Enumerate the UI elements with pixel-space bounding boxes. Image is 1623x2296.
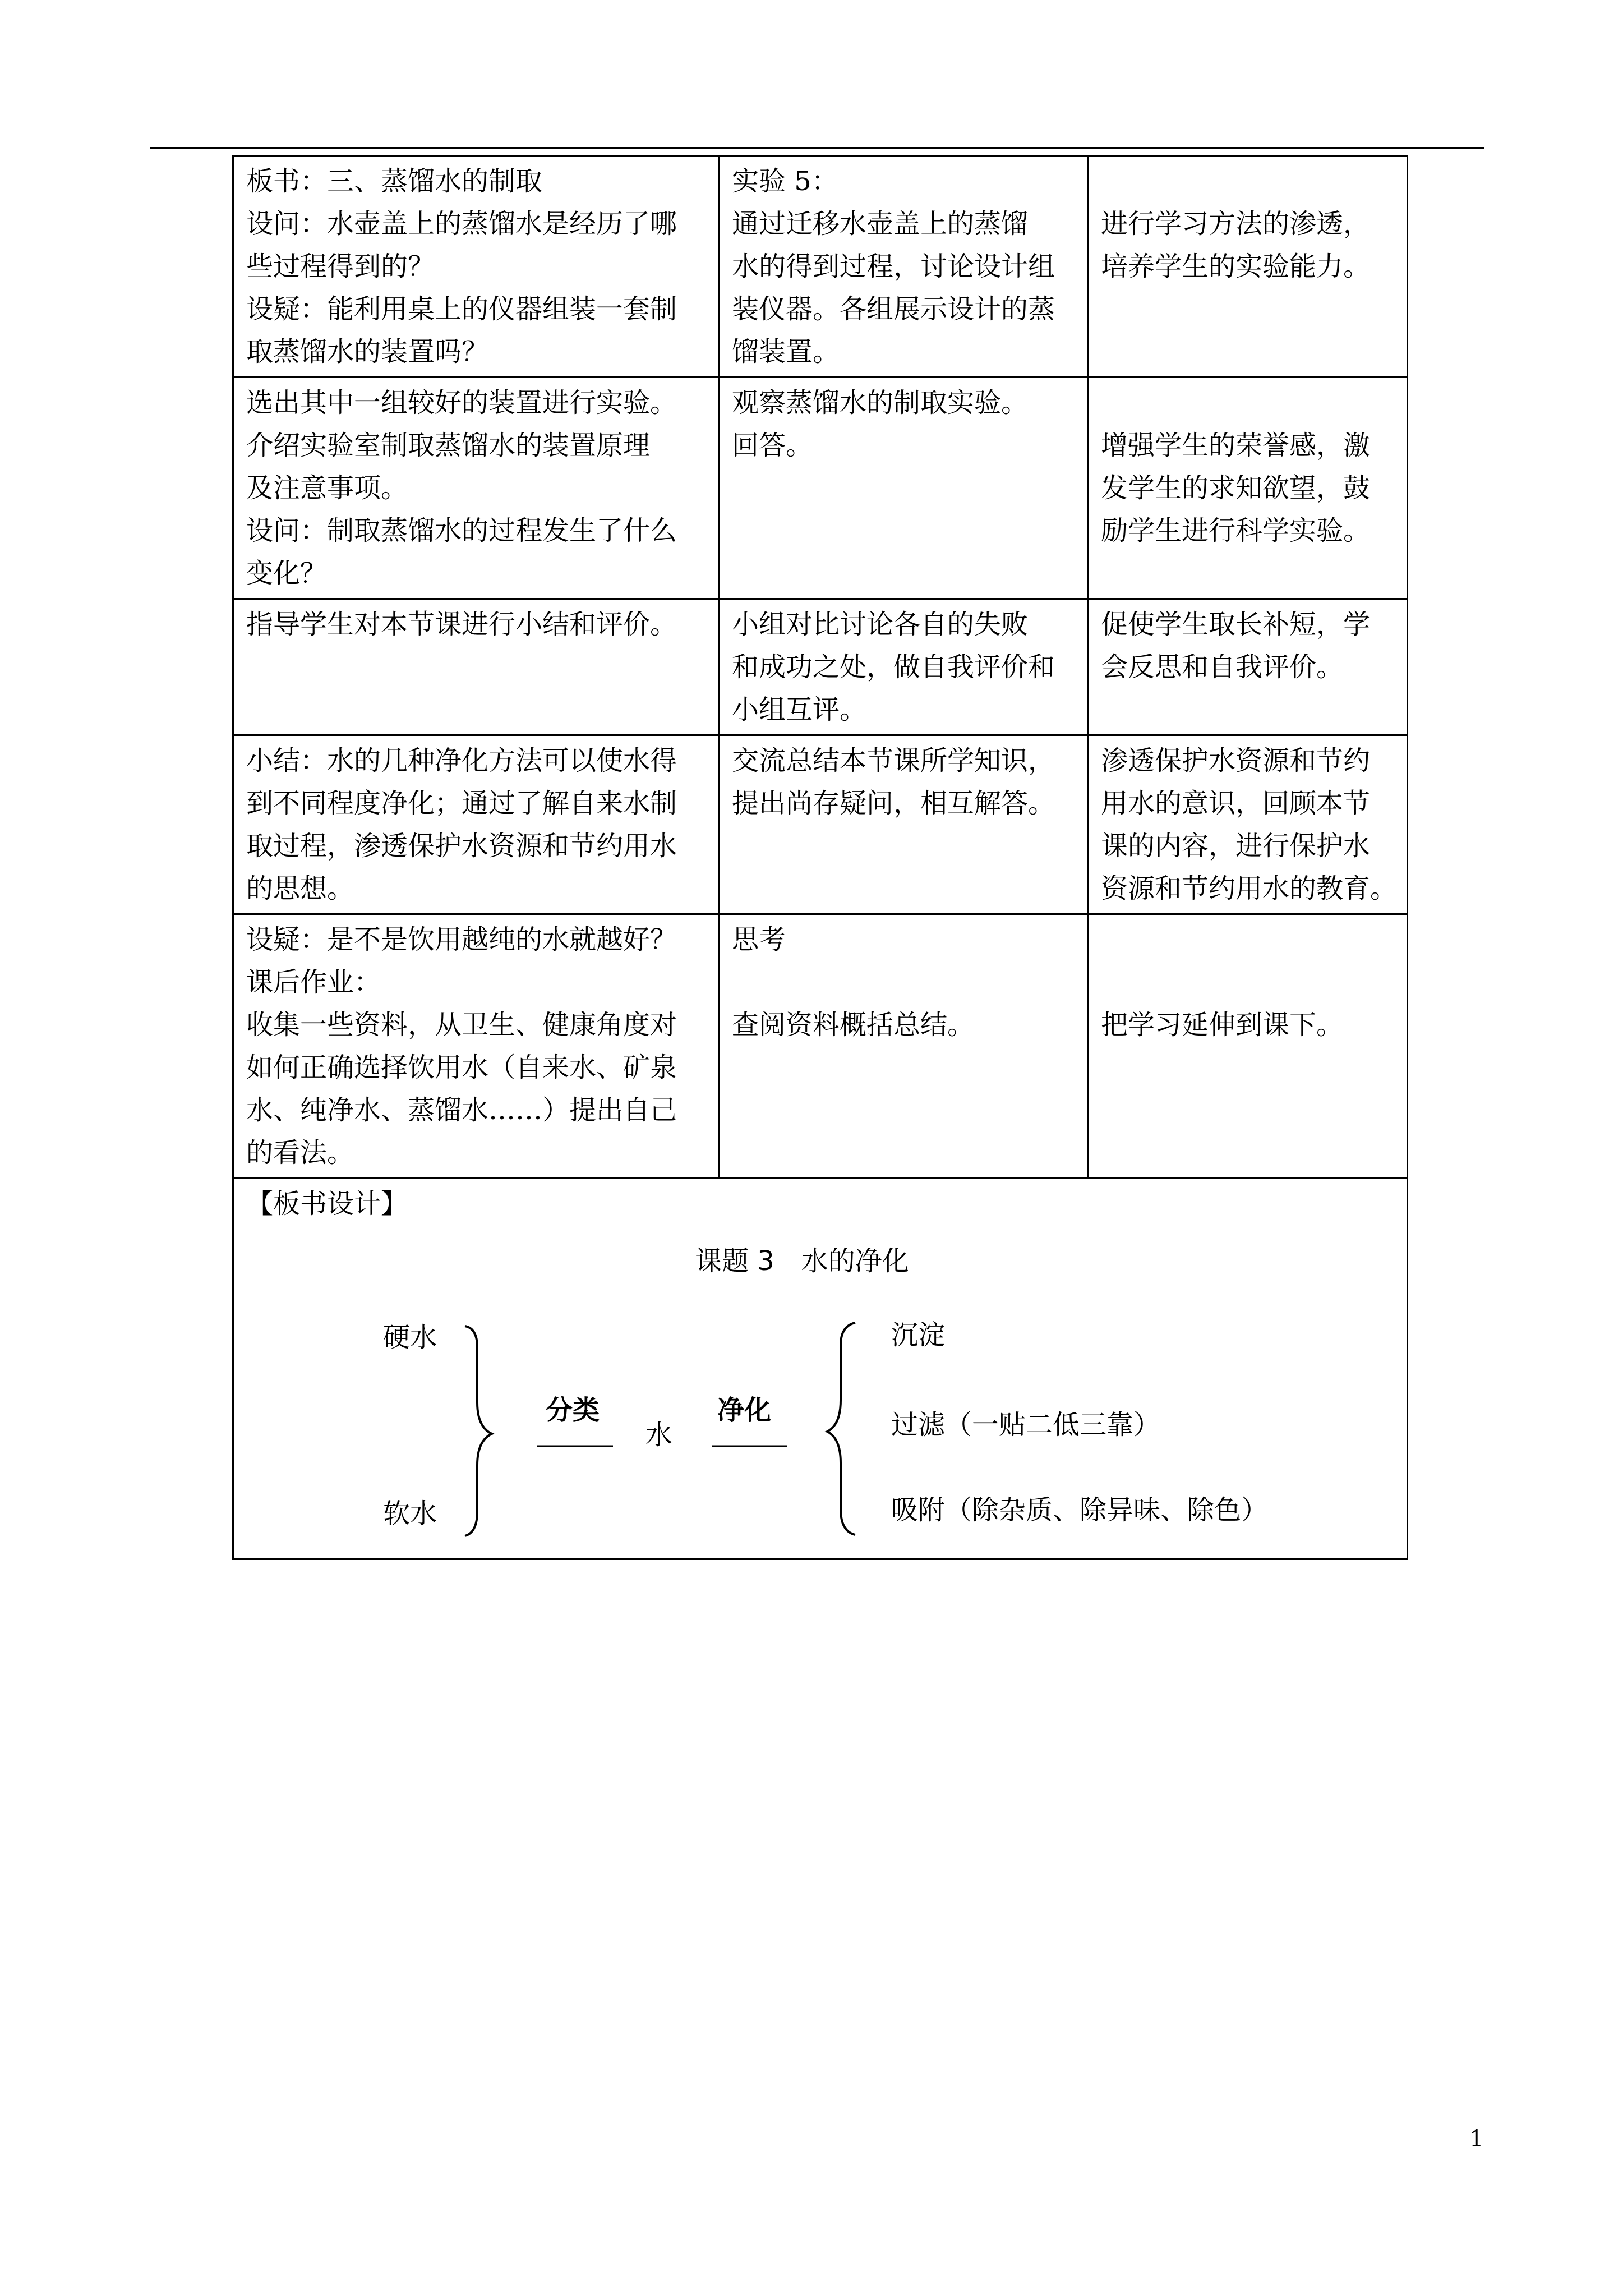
cell-text: 课的内容，进行保护水 [1101, 830, 1371, 862]
blank-line [1101, 961, 1399, 1004]
purify-method-adsorption: 吸附（除杂质、除异味、除色） [891, 1494, 1269, 1526]
student-activity-cell [719, 156, 1088, 378]
cell-text: 实验 5： [732, 165, 838, 197]
blank-line [732, 961, 1079, 1004]
cell-text: 变化？ [246, 558, 328, 589]
cell-text: 通过迁移水壶盖上的蒸馏 [732, 208, 1029, 240]
table-row [233, 378, 1408, 599]
cell-text: 观察蒸馏水的制取实验。 [732, 387, 1029, 418]
board-title: 课题 3 水的净化 [695, 1245, 909, 1277]
board-design-diagram [234, 1179, 1408, 1558]
cell-text: 培养学生的实验能力。 [1101, 251, 1371, 282]
cell-text: 水的得到过程，讨论设计组 [732, 251, 1055, 282]
cell-text: 小组互评。 [732, 694, 867, 725]
cell-text: 取过程，渗透保护水资源和节约用水 [246, 830, 677, 862]
cell-text: 交流总结本节课所学知识， [732, 745, 1055, 776]
cell-text: 板书：三、蒸馏水的制取 [246, 165, 543, 197]
cell-text: 水、纯净水、蒸馏水……）提出自己 [246, 1094, 677, 1126]
design-intent-cell [1088, 914, 1408, 1179]
cell-text: 介绍实验室制取蒸馏水的装置原理 [246, 430, 651, 461]
board-design-cell [233, 1179, 1408, 1559]
cell-text: 小组对比讨论各自的失败 [732, 609, 1029, 640]
cell-text: 些过程得到的？ [246, 251, 435, 282]
cell-text: 进行学习方法的渗透， [1101, 208, 1371, 240]
cell-text: 课后作业： [246, 967, 381, 998]
board-design-heading: 【板书设计】 [246, 1188, 408, 1220]
cell-text: 收集一些资料，从卫生、健康角度对 [246, 1009, 677, 1041]
design-intent-cell [1088, 156, 1408, 378]
water-center-label: 水 [645, 1419, 673, 1451]
teacher-activity-cell [233, 599, 719, 735]
teacher-activity-cell [233, 378, 719, 599]
cell-text: 促使学生取长补短，学 [1101, 609, 1371, 640]
cell-text: 和成功之处，做自我评价和 [732, 651, 1055, 683]
left-brace-right-group [827, 1323, 855, 1535]
teacher-activity-cell [233, 735, 719, 914]
cell-text: 设问：制取蒸馏水的过程发生了什么 [246, 515, 677, 546]
student-activity-cell [719, 599, 1088, 735]
lesson-table [232, 155, 1408, 1560]
teacher-activity-cell [233, 914, 719, 1179]
student-activity-cell [719, 378, 1088, 599]
student-activity-cell [719, 735, 1088, 914]
cell-text: 设问：水壶盖上的蒸馏水是经历了哪 [246, 208, 677, 240]
design-intent-cell [1088, 599, 1408, 735]
table-row [233, 1179, 1408, 1559]
table-row [233, 735, 1408, 914]
cell-text: 指导学生对本节课进行小结和评价。 [246, 609, 677, 640]
cell-text: 思考 [732, 924, 786, 955]
blank-line [1101, 918, 1399, 961]
table-row [233, 914, 1408, 1179]
cell-text: 会反思和自我评价。 [1101, 651, 1344, 683]
purify-method-sedimentation: 沉淀 [891, 1319, 946, 1351]
purify-method-filtration: 过滤（一贴二低三靠） [891, 1409, 1161, 1441]
teacher-activity-cell [233, 156, 719, 378]
cell-text: 用水的意识，回顾本节 [1101, 788, 1371, 819]
cell-text: 励学生进行科学实验。 [1101, 515, 1371, 546]
cell-text: 设疑：是不是饮用越纯的水就越好？ [246, 924, 677, 955]
header-rule [150, 147, 1484, 149]
cell-text: 的思想。 [246, 873, 354, 904]
design-intent-cell [1088, 735, 1408, 914]
table-row [233, 156, 1408, 378]
cell-text: 到不同程度净化；通过了解自来水制 [246, 788, 677, 819]
design-intent-cell [1088, 378, 1408, 599]
classify-label: 分类 [546, 1395, 600, 1426]
cell-text: 回答。 [732, 430, 813, 461]
cell-text: 如何正确选择饮用水（自来水、矿泉 [246, 1052, 677, 1083]
purify-label: 净化 [717, 1395, 772, 1426]
table-row [233, 599, 1408, 735]
cell-text: 发学生的求知欲望，鼓 [1101, 472, 1371, 504]
student-activity-cell [719, 914, 1088, 1179]
soft-water-label: 软水 [383, 1498, 437, 1529]
cell-text: 渗透保护水资源和节约 [1101, 745, 1371, 776]
cell-text: 装仪器。各组展示设计的蒸 [732, 293, 1055, 325]
cell-text: 设疑：能利用桌上的仪器组装一套制 [246, 293, 677, 325]
cell-text: 查阅资料概括总结。 [732, 1009, 975, 1041]
cell-text: 提出尚存疑问，相互解答。 [732, 788, 1055, 819]
cell-text: 把学习延伸到课下。 [1101, 1009, 1344, 1041]
right-brace-left-group [465, 1326, 492, 1536]
hard-water-label: 硬水 [383, 1322, 437, 1353]
cell-text: 及注意事项。 [246, 472, 408, 504]
cell-text: 的看法。 [246, 1137, 354, 1168]
cell-text: 取蒸馏水的装置吗？ [246, 336, 489, 367]
cell-text: 馏装置。 [732, 336, 840, 367]
cell-text: 增强学生的荣誉感，激 [1101, 430, 1371, 461]
cell-text: 资源和节约用水的教育。 [1101, 873, 1398, 904]
cell-text: 小结：水的几种净化方法可以使水得 [246, 745, 677, 776]
cell-text: 选出其中一组较好的装置进行实验。 [246, 387, 677, 418]
page-number: 1 [1469, 2126, 1484, 2152]
